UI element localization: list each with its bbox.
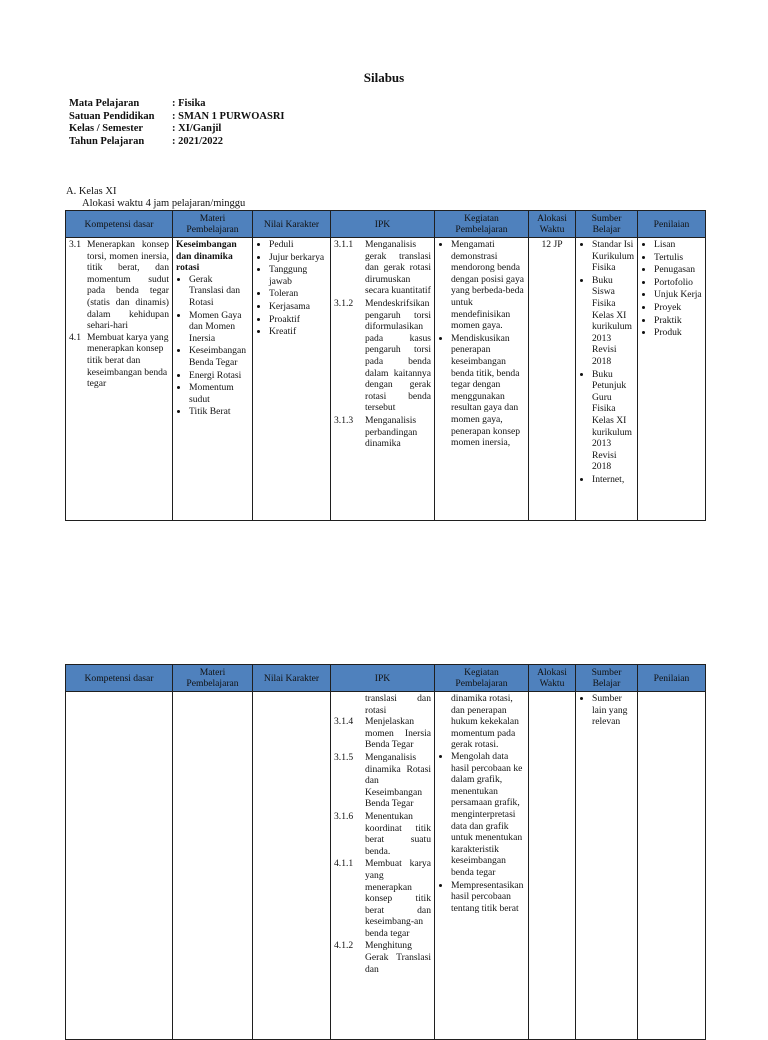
ipk-content xyxy=(334,693,431,1033)
sumber-list xyxy=(579,239,634,485)
table-row xyxy=(66,238,706,521)
ipk-item: 4.1.2 Menghitung Gerak Translasi dan xyxy=(334,940,431,975)
table-header-row xyxy=(66,211,706,238)
list-item: • Buku Siswa Fisika Kelas XI kurikulum 2013 Revisi 2018 xyxy=(592,275,634,368)
ipk-item: 4.1.1 Membuat karya yang menerapkan konsep titik berat dan keseimbang-an benda tegar xyxy=(334,858,431,939)
materi-list xyxy=(176,274,249,418)
col-nilai: Nilai Karakter xyxy=(253,665,331,692)
kegiatan-continuation: dinamika rotasi, dan penerapan hukum kekekalan momentum pada gerak rotasi. xyxy=(451,693,519,751)
materi-cell xyxy=(173,692,253,1040)
list-item: • Praktik xyxy=(654,315,702,327)
kegiatan-content xyxy=(438,693,525,1033)
list-item: • Standar Isi Kurikulum Fisika xyxy=(592,239,634,274)
list-item: • Peduli xyxy=(269,239,327,251)
list-item: • Momen Gaya dan Momen Inersia xyxy=(189,310,249,345)
col-sumber: Sumber Belajar xyxy=(576,211,638,238)
penilaian-list xyxy=(641,239,702,339)
list-item: • Unjuk Kerja xyxy=(654,289,702,301)
meta-row: Kelas / Semester : XI/Ganjil xyxy=(69,123,222,134)
list-item: • Titik Berat xyxy=(189,406,249,418)
col-penilaian: Penilaian xyxy=(638,211,706,238)
course-info xyxy=(69,98,285,148)
alokasi-cell: 12 JP xyxy=(529,238,576,521)
kd-cell xyxy=(66,238,173,521)
list-item: • Kreatif xyxy=(269,326,327,338)
table-row xyxy=(66,692,706,1040)
col-alokasi: Alokasi Waktu xyxy=(529,211,576,238)
kd-item: 3.1 Menerapkan konsep torsi, momen inersia, titik berat, dan momentum sudut pada benda tegar (statis dan dinamis) dalam kehidupan sehari-hari xyxy=(69,239,169,332)
section-subtitle: Alokasi waktu 4 jam pelajaran/minggu xyxy=(82,198,246,209)
list-item: • Tanggung jawab xyxy=(269,264,327,287)
meta-row: Mata Pelajaran : Fisika xyxy=(69,98,206,109)
page-title: Silabus xyxy=(363,70,405,85)
meta-row: Tahun Pelajaran : 2021/2022 xyxy=(69,135,224,147)
list-item: • Proaktif xyxy=(269,314,327,326)
list-item: • Kerjasama xyxy=(269,301,327,313)
ipk-item: 3.1.5 Menganalisis dinamika Rotasi dan Keseimbangan Benda Tegar xyxy=(334,751,431,810)
list-item: • Toleran xyxy=(269,288,327,300)
col-sumber: Sumber Belajar xyxy=(576,665,638,692)
col-kompetensi: Kompetensi dasar xyxy=(66,665,173,692)
kegiatan-cell xyxy=(435,692,529,1040)
sumber-list xyxy=(579,693,634,728)
syllabus-table-2 xyxy=(65,664,706,1040)
syllabus-table-1 xyxy=(65,210,706,521)
list-item: • Energi Rotasi xyxy=(189,370,249,382)
penilaian-cell xyxy=(638,238,706,521)
kegiatan-cell xyxy=(435,238,529,521)
ipk-item: 3.1.4 Menjelaskan momen Inersia Benda Tegar xyxy=(334,716,431,751)
kd-cell xyxy=(66,692,173,1040)
kegiatan-content xyxy=(438,239,525,511)
col-kompetensi: Kompetensi dasar xyxy=(66,211,173,238)
list-item: • Lisan xyxy=(654,239,702,251)
list-item: • Mengamati demonstrasi mendorong benda dengan posisi gaya yang berbeda-beda untuk mendefinisikan momen gaya. xyxy=(451,239,525,332)
ipk-item: 3.1.1 Menganalisis gerak translasi dan gerak rotasi dirumuskan secara kuantitatif xyxy=(334,239,431,297)
nilai-cell xyxy=(253,692,331,1040)
list-item: • Portofolio xyxy=(654,277,702,289)
list-item: • Momentum sudut xyxy=(189,382,249,405)
ipk-item: 3.1.2 Mendeskrifsikan pengaruh torsi diformulasikan pada kasus pengaruh torsi pada benda dalam kaitannya dengan gerak rotasi benda tersebut xyxy=(334,297,431,414)
ipk-item: 3.1.6 Menentukan koordinat titik berat suatu benda. xyxy=(334,810,431,857)
kd-item: 4.1 Membuat karya yang menerapkan konsep titik berat dan keseimbangan benda tegar xyxy=(69,331,169,390)
meta-row: Satuan Pendidikan : SMAN 1 PURWOASRI xyxy=(69,110,285,122)
sumber-cell xyxy=(576,238,638,521)
list-item: • Mengolah data hasil percobaan ke dalam grafik, menentukan persamaan grafik, menginterpretasi data dan grafik untuk menentukan karakteristik keseimbangan benda tegar xyxy=(451,751,525,879)
list-item: • Sumber lain yang relevan xyxy=(592,693,634,728)
table-header-row xyxy=(66,665,706,692)
nilai-list xyxy=(256,239,327,338)
section-heading xyxy=(66,186,245,210)
list-item: • Internet, xyxy=(592,474,634,486)
list-item: • Mempresentasikan hasil percobaan tentang titik berat xyxy=(451,880,525,915)
section-label: A. Kelas XI xyxy=(66,186,117,197)
col-materi: Materi Pembelajaran xyxy=(173,211,253,238)
ipk-content xyxy=(334,239,431,511)
col-alokasi: Alokasi Waktu xyxy=(529,665,576,692)
alokasi-cell xyxy=(529,692,576,1040)
sumber-cell xyxy=(576,692,638,1040)
col-kegiatan: Kegiatan Pembelajaran xyxy=(435,211,529,238)
list-item: • Proyek xyxy=(654,302,702,314)
list-item: • Keseimbangan Benda Tegar xyxy=(189,345,249,368)
col-ipk: IPK xyxy=(331,665,435,692)
kegiatan-list xyxy=(438,239,525,449)
list-item: • Penugasan xyxy=(654,264,702,276)
list-item: • Gerak Translasi dan Rotasi xyxy=(189,274,249,309)
col-kegiatan: Kegiatan Pembelajaran xyxy=(435,665,529,692)
list-item: • Mendiskusikan penerapan keseimbangan benda titik, benda tegar dengan menggunakan resultan gaya dan momen gaya, penerapan konsep momen inersia, xyxy=(451,333,525,449)
col-materi: Materi Pembelajaran xyxy=(173,665,253,692)
materi-cell xyxy=(173,238,253,521)
ipk-cell xyxy=(331,238,435,521)
penilaian-cell xyxy=(638,692,706,1040)
ipk-cell xyxy=(331,692,435,1040)
col-nilai: Nilai Karakter xyxy=(253,211,331,238)
list-item: • Jujur berkarya xyxy=(269,252,327,264)
nilai-cell xyxy=(253,238,331,521)
ipk-continuation: translasi dan rotasi xyxy=(365,693,431,716)
list-item: • Produk xyxy=(654,327,702,339)
list-item: • Buku Petunjuk Guru Fisika Kelas XI kurikulum 2013 Revisi 2018 xyxy=(592,369,634,473)
col-penilaian: Penilaian xyxy=(638,665,706,692)
kegiatan-list xyxy=(438,751,525,914)
list-item: • Tertulis xyxy=(654,252,702,264)
materi-title: Keseimbangan dan dinamika rotasi xyxy=(176,239,237,274)
col-ipk: IPK xyxy=(331,211,435,238)
sumber-content xyxy=(579,239,634,511)
ipk-item: 3.1.3 Menganalisis perbandingan dinamika xyxy=(334,414,418,450)
